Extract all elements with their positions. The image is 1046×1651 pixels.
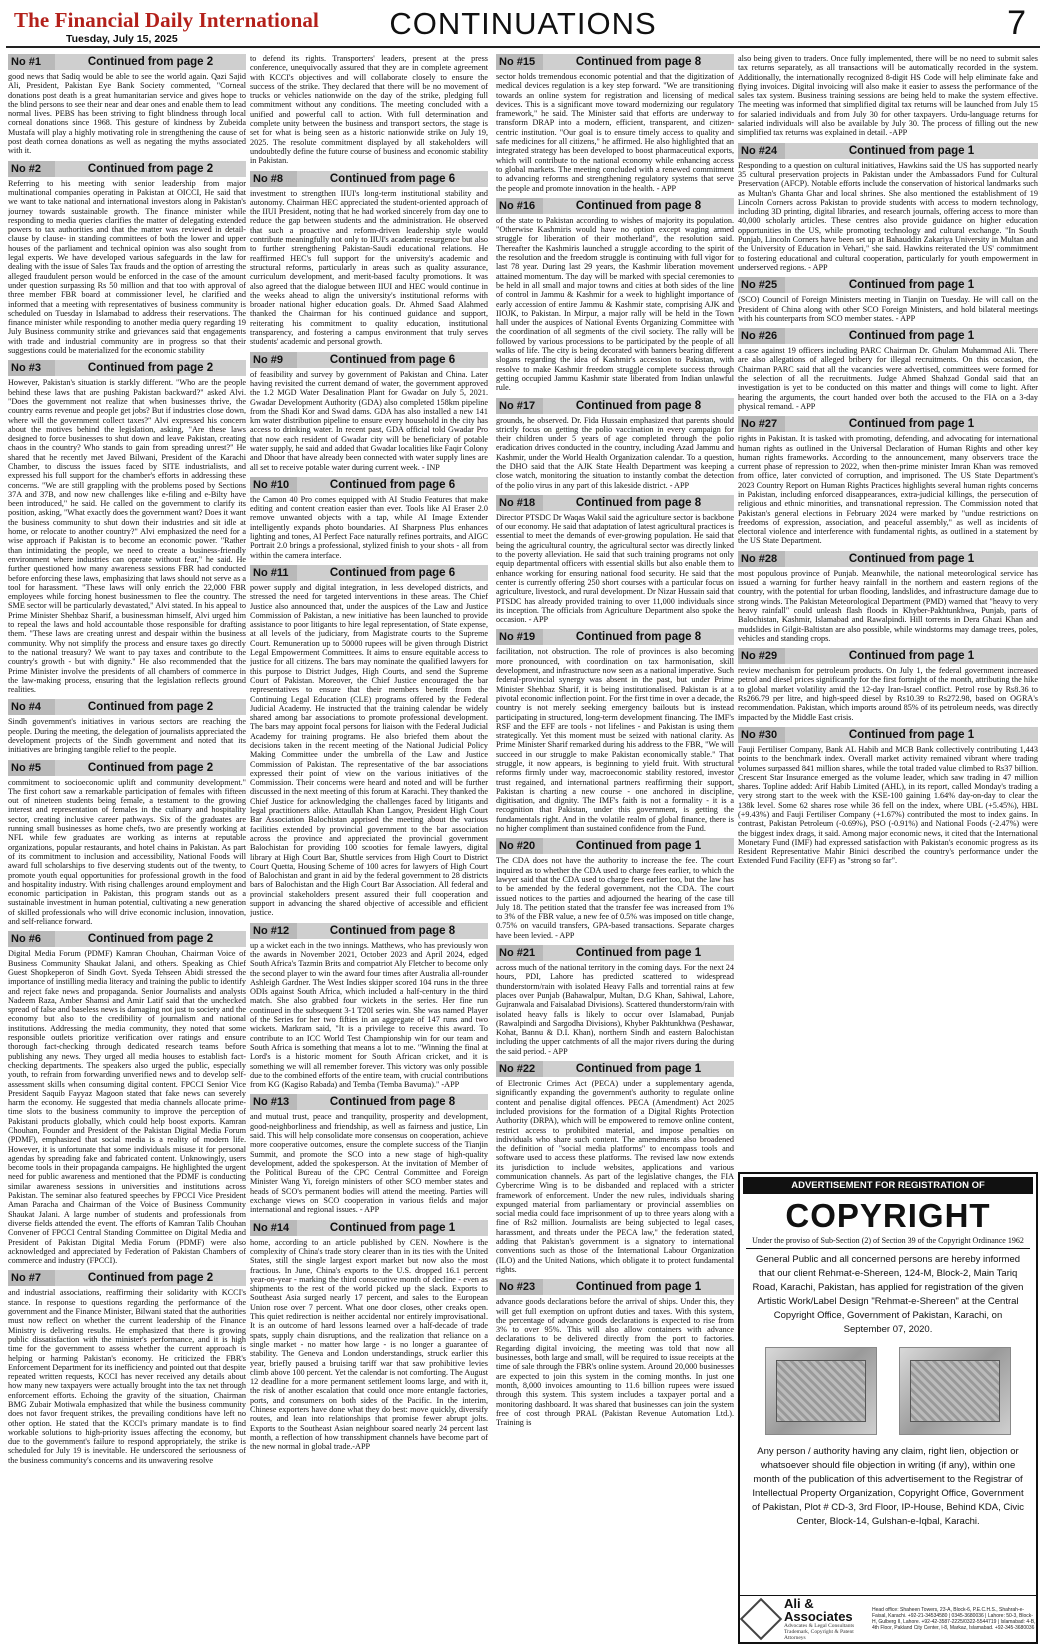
story-text: to defend its rights. Transporters' leaders, present at the press conference, unequivocally assured that they are in complete agreement with KCCI's objectives and will collaborate closely to ensure the success of the strike. They declared that there will be no movement of trucks or vehicles nationwide on the day of the strike, pledging full commitment without any conditions. The meeting concluded with a unified and powerful call to action. With full determination and complete unity between the business and transport sectors, the stage is set for what is being seen as a historic nationwide strike on July 19, 2025. The resolute commitment displayed by all stakeholders will undoubtedly define the future course of business and economic stability in Pakistan.	[250, 54, 488, 166]
story-number: No #17	[496, 398, 543, 414]
continued-label: Continued from page 1	[848, 552, 975, 565]
story-block	[8, 360, 246, 694]
story-block	[496, 1279, 734, 1427]
story-block	[738, 277, 1038, 323]
label-design-image-1	[765, 1347, 877, 1435]
story-text: and industrial associations, reaffirming their solidarity with KCCI's stance. In response to questions regarding the performance of the government and the Finance Minister, Bilwani stated that the authorities must now reflect on whether the current leadership of the Finance Ministry is delivering results. He emphasized that there is growing public dissatisfaction with the minister's performance, and it is high time for the government to assess whether the current approach is helping or harming Pakistan's economy. He criticized the FBR's Enforcement Department for its inefficiency and pointed out that despite repeated written requests, KCCI has never received any details about how many new taxpayers were actually brought into the tax net through enforcement efforts. Echoing the gravity of the situation, Chairman BMG Zubair Motiwala emphasized that while the business community does not favor frequent strikes, the prevailing conditions have left no other option. He stated that the KCCI's primary mandate is to find workable solutions to high-priority issues affecting the economy, but due to the government's failure to respond appropriately, the strike is scheduled for July 19 is inevitable. He underscored the seriousness of the business community's concerns and its unwavering resolve	[8, 1288, 246, 1465]
continuation-header	[8, 699, 246, 715]
continuation-header	[738, 328, 1038, 344]
firm-block	[784, 1597, 866, 1641]
story-text: home, according to an article published by CEN. Nowhere is the complexity of China's trade story clearer than in its ties with the United States, still the single largest export market but now also the most fractious. In June, China's exports to the U.S. dropped 16.1 percent year-on-year - marking the third consecutive month of decline - even as shipments to the rest of the world picked up the slack. Exports to Southeast Asia surged nearly 17 percent, and sales to the European Union rose over 7 percent. What one door closes, other creaks open. This quiet redirection is neither accidental nor entirely improvisational. It is an outcome of hard lessons learned over a half-decade of trade spats, supply chain disruptions, and the realization that reliance on a single market - no matter how large - is no longer a guarantee of stability. The Geneva and London understandings, struck earlier this year, briefly paused a bruising tariff war that saw prohibitive levies climb above 100 percent. Yet the calendar is not comforting. The August 12 deadline for a more permanent settlement looms large, and with it, the risk of another escalation that could once more entangle factories, ports, and consumers on both sides of the Pacific. In the interim, Chinese exporters have done what they do best: move quickly, diversify routes, and lean into relationships that promise fewer abrupt jolts. Exports to the Southeast Asian neighbour soared nearly 24 percent last month, a reflection of how transshipment channels have become part of the new normal in global trade.-APP	[250, 1237, 488, 1452]
story-block	[496, 495, 734, 625]
story-block	[496, 54, 734, 193]
story-text: Responding to a question on cultural initiatives, Hawkins said the US has supported nearly 35 cultural preservation projects in Pakistan under the Ambassadors Fund for Cultural Preservation (AFCP). Notable efforts include the conservation of historical landmarks such as Multan's Ghanta Ghar and local shrines. She also mentioned the establishment of 19 Lincoln Corners across Pakistan to provide students with access to modern technology, including 3D printing, digital libraries, and research journals, offering access to more than 40,000 scholarly articles. These centres also provide guidance on higher education opportunities in the US, while promoting technology and cultural exchange. "In South Punjab, Lincoln Corners have been set up at Bahauddin Zakariya University in Multan and the University of Education in Vehari," she said. Hawkins reiterated the US' commitment to fostering educational and cultural cooperation, particularly for youth empowerment in underserved regions. - APP	[738, 160, 1038, 272]
story-number: No #10	[250, 477, 297, 493]
continued-label: Continued from page 1	[575, 1281, 702, 1294]
continued-label: Continued from page 6	[329, 478, 456, 491]
story-block	[8, 931, 246, 1265]
continued-label: Continued from page 1	[575, 840, 702, 853]
story-text: However, Pakistan's situation is starkly different. "Who are the people behind these laws that are pushing Pakistan backward?" asked Alvi. "Does the government not realize that when businesses thrive, the country earns revenue and people get jobs? But if industries close down, where will the government collect taxes?" Alvi expressed his concern about the motives behind the legislation, asking, "Are these laws designed to force businesses to shut down and leave Pakistan, creating chaos in the country? Who stands to gain from spreading unrest?" He shared that he recently met Javed Bilwani, President of the Karachi Chamber, to discuss the issues faced by SITE industrialists, and expressed his full support for the chamber's efforts in addressing these concerns. "We are still grappling with the problems posed by Sections 37A and 37B, and now new challenges like e-filing and e-Bilty have been introduced," he said. He called on the government to clarify its position, asking, "What exactly does the government want? Does it want the business community to shut down their industries and sit idle at home, or relocate to another country?" Alvi emphasized the need for a wise approach if Pakistan is to become an economic power. "Rather than intimidating the people, we need to create a business-friendly environment where industries can operate without fear," he said. He further questioned how many awareness sessions FBR had conducted before enforcing these laws, emphasizing that laws should not serve as a tool for harassment. "These laws will only enrich the 22,000 FBR employees while forcing honest businessmen to flee the country. The SME sector will be particularly devastated," Alvi stated. In his appeal to Prime Minister Shehbaz Sharif, a businessman himself, Alvi urged him to repeal the laws and hold accountable those responsible for drafting them. "These laws are creating unrest and despair within the business community. Why not simplify the process and ensure taxes go directly to the national treasury? We want to pay taxes and contribute to the country's growth - but with dignity." He also recommended that the Prime Minister involve the presidents of all chambers of commerce in the law-making process, ensuring that the legislation reflects ground realities.	[8, 378, 246, 695]
story-number: No #26	[738, 328, 785, 344]
story-number: No #4	[8, 699, 55, 715]
story-block	[496, 398, 734, 490]
story-block	[496, 1061, 734, 1274]
story-number: No #5	[8, 760, 55, 776]
column-3	[496, 54, 734, 1646]
continued-label: Continued from page 1	[848, 650, 975, 663]
story-number: No #20	[496, 838, 543, 854]
paper-name: The Financial Daily International	[14, 8, 319, 32]
story-number: No #18	[496, 495, 543, 511]
story-block	[738, 727, 1038, 866]
story-text: The CDA does not have the authority to increase the fee. The court inquired as to whether the CDA used to charge fees earlier, to which the lawyer said that the CDA used to charge fees earlier too, but the law has to be amended by the federal government, not the CDA. The court issued notices to the parties and adjourned the hearing of the case till July 18. The petition stated that the transfer fee was increased from 1% to 3% of the FBR value, a new fee of 0.5% was imposed on title change, 0.75% on vacuild transfers, GPA-based transactions. Separate charges have been levied. - APP	[496, 856, 734, 940]
story-text: up a wicket each in the two innings. Matthews, who has previously won the awards in November 2021, October 2023 and April 2024, edged South Africa's Tazmin Brits and compatriot Aly Fletcher to become only the second player to win the award four times after Australia all-rounder Ashleigh Gardner. The West Indies skipper scored 104 runs in the three ODIs against South Africa, which included a half-century in the third match. She also grabbed four wickets in the series. Her fine run continued in the subsequent 3-1 T20I series win. She was named Player of the Series for her two fifties in an aggregate of 147 runs and two wickets. Markram said, "It is a privilege to receive this award. To contribute to an ICC World Test Championship win for our team and South Africa is something that means a lot to me. "Winning the final at Lord's is a historic moment for South African cricket, and it is something we will all remember forever. This victory was only possible due to the combined efforts of the entire team, with crucial contributions from KG (Kagiso Rabada) and Temba (Temba Bavuma)." -APP	[250, 940, 488, 1090]
story-number: No #9	[250, 352, 297, 368]
continued-label: Continued from page 1	[848, 279, 975, 292]
continuation-header	[496, 1279, 734, 1295]
story-text: review mechanism for petroleum products. On July 1, the federal government increased petrol and diesel prices significantly for the first fortnight of the month, attributing the hike to global market volatility amid the 12-day Iran-Israel conflict. Petrol rose by Rs8.36 to Rs266.79 per litre, and high-speed diesel by Rs10.39 to Rs272.98, based on OGRA's recommendation. Pakistan, which imports around 85% of its petroleum needs, was directly impacted by the Middle East crisis.	[738, 666, 1038, 722]
ad-artwork	[754, 1343, 1022, 1439]
story-block	[250, 565, 488, 918]
story-number: No #2	[8, 161, 55, 177]
story-number: No #19	[496, 629, 543, 645]
continued-label: Continued from page 8	[575, 399, 702, 412]
continuation-header	[496, 54, 734, 70]
story-text: rights in Pakistan. It is tasked with promoting, defending, and advocating for international human rights as outlined in the Universal Declaration of Human Rights and other key human rights frameworks. According to the announcement, many observers trace the current phase of repression to 2022, when then-prime minister Imran Khan was removed from office, later convicted of corruption, and imprisoned. The US State Department's 2023 Country Report on Human Rights Practices highlights several human rights concerns in Pakistan, including enforced disappearances, extra-judicial killings, the persecution of religious and ethnic minorities, and transnational repression. The Commission noted that Pakistan's general elections in February 2024 were marked by "undue restrictions on freedoms of expression, association, and peaceful assembly," as well as incidents of electoral violence and interference with fundamental rights, as outlined in a statement by the US State Department.	[738, 434, 1038, 546]
firm-name: Ali & Associates	[784, 1596, 853, 1624]
story-text: across much of the national territory in the coming days. For the next 24 hours, PDI, Lahore has predicted scattered to widespread thunderstorm/rain with isolated Heavy Falls and torrential rains at few places over Punjab (Bahawalpur, Multan, D.G Khan, Sahiwal, Lahore, Gujranwala and Faisalabad Divisions). Scattered thunderstorm/rain with isolated heavy falls is likely to occur over Islamabad, Punjab (Rawalpindi and Sargodha Divisions), Khyber Pakhtunkhwa (Peshawar, Kohat, Bannu & D.I. Khan), northern Sindh and eastern Balochistan including the upper catchments of all the major rivers during the during the said period. - APP	[496, 963, 734, 1056]
story-number: No #16	[496, 198, 543, 214]
story-number: No #24	[738, 143, 785, 159]
ad-objection-text: Any person / authority having any claim, right lien, objection or whatsoever should file objection in writing (if any), within one month of the publication of this advertisement to the Registrar of Intellectual Property Organization, Copyright Office, Government of Pakistan, Plot # CD-3, 3rd Floor, IP-House, Behind KDA, Civic Center, Block-14, Gulshan-e-Iqbal, Karachi.	[752, 1446, 1024, 1527]
continuation-header	[738, 551, 1038, 567]
story-number: No #21	[496, 945, 543, 961]
continuation-header	[738, 416, 1038, 432]
continuation-header	[8, 54, 246, 70]
story-block	[738, 551, 1038, 643]
story-block	[8, 699, 246, 754]
ad-band: ADVERTISEMENT FOR REGISTRATION OF	[743, 1177, 1033, 1194]
continued-label: Continued from page 2	[87, 761, 214, 774]
continuation-header	[496, 838, 734, 854]
story-text: grounds, he observed. Dr. Fida Hussain emphasized that parents should strictly focus on getting the polio vaccination in every campaign for their children under 5 years of age completed through the polio eradication drives conducted in the country, including Azad Jammu and Kashmir, under the World Health Organization calendar. To a question, the DHO said that the AJK State Health Department was keeping a close watch, monitoring the situation to instantly combat the detection of the polio virus in any part of this lakeside district. - APP	[496, 415, 734, 490]
continuation-header	[8, 360, 246, 376]
continuation-header	[738, 648, 1038, 664]
story-block	[738, 416, 1038, 546]
continuation-header	[8, 760, 246, 776]
continued-label: Continued from page 1	[575, 947, 702, 960]
issue-date: Tuesday, July 15, 2025	[66, 33, 178, 45]
story-number: No #3	[8, 360, 55, 376]
story-block	[250, 477, 488, 560]
continued-label: Continued from page 8	[575, 199, 702, 212]
continued-label: Continued from page 2	[87, 1272, 214, 1285]
firm-offices: Head office: Shaheen Towers, 23-A, Block-6, P.E.C.H.S., Shahrah-e-Faisal, Karachi. +92-21-34534580 | 0345-3680036 | Lahore: 50-3, Block-H, Gulberg II, Lahore. +92-42-3587-2225/0322-5544719 | Islamabad: 4-B, 4th Floor, Pakland City Center, I-8, Markaz, Islamabad. +92-345-3680036	[872, 1607, 1036, 1631]
story-block	[250, 1220, 488, 1452]
story-text: power supply and digital integration, in less developed districts, and stressed the need for targeted interventions in these areas. The Chief Justice also announced that, under the auspices of the Law and Justice Commission of Pakistan, a new initiative has been launched to provide assistance to poor litigants to hire legal representation, of State expense, at all levels of the judiciary, from Magistrate courts to the Supreme Court. Remuneration up to 50000 rupees will be given through District Legal Empowerment Committees. It aims to ensure equitable access to justice for all citizens. The bars may nominate the qualified lawyers for this purpose to District Judges, High Courts, and send the Supreme Court of Pakistan. Moreover, the Chief Justice encouraged the bar representatives to ensure that their members benefit from the Continuing Legal Education (CLE) programs offered by the Federal Judicial Academy. He instructed that the training calendar be widely shared among bar associations to promote professional development. The bars may appoint focal persons for liaison with the Federal Judicial Academy for training programs. He also briefed them about the decisions taken in the recent meeting of the National Judicial Policy Making Committee under the umbrella of the Law and Justice Commission of Pakistan. The representative of the bar associations expressed their point of view on the various initiatives of the Commission. Their concerns were heard and noted and will be further discussed in the next meeting of this forum at Karachi. They thanked the Chief Justice for acknowledging the challenges faced by litigants and legal practitioners alike. Attaullah Khan Langov, President High Court Bar Association Balochistan apprised the meeting about the various facilities extended by provincial government to the bar association across the province and appreciated the provincial government Balochistan for providing 100 scooties for female lawyers, digital library at High Court Bar, Shuttle services from High Court to District Court Quetta, Housing Scheme of 100 acres for lawyers of High Court of Balochistan and grant in aid by the federal government to 28 districts bars of Balochistan and the High Court Bar Association. All federal and provincial stakeholders present assured their full cooperation and support in advancing the shared objective of accessible and efficient justice.	[250, 582, 488, 918]
story-block	[8, 760, 246, 927]
continuation-header	[738, 277, 1038, 293]
label-design-image-2	[899, 1347, 1011, 1435]
continued-label: Continued from page 8	[575, 631, 702, 644]
copyright-advertisement	[738, 1172, 1038, 1644]
story-text: (SCO) Council of Foreign Ministers meeting in Tianjin on Tuesday. He will call on the President of China along with other SCO Foreign Ministers, and hold bilateral meetings with his counterparts from SCO member states. - APP	[738, 295, 1038, 323]
ad-subtitle: Under the proviso of Sub-Section (2) of Section 39 of the Copyright Ordinance 1962	[746, 1236, 1030, 1249]
story-number: No #14	[250, 1220, 297, 1236]
firm-tagline: Advocates & Legal Consultants Trademark, Copyright & Patent Attorneys	[784, 1623, 855, 1641]
story-text: the Camon 40 Pro comes equipped with AI Studio Features that make editing and content creation easier than ever. Tools like AI Eraser 2.0 remove unwanted objects with a tap, while AI Image Extender intelligently expands photo boundaries. AI Sharpness Plus enhances lighting and tones, AI Perfect Face naturally refines portraits, and AIGC Portrait 2.0 brings a professional, stylized finish to your shots - all from within the camera interface.	[250, 494, 488, 560]
story-block	[496, 945, 734, 1056]
continuation-header	[496, 398, 734, 414]
story-text: commitment to socioeconomic uplift and community development." The first cohort saw a remarkable participation of females with fifteen out of nineteen students being female, a testament to the growing interest and representation of females in the culinary and hospitality sector, creating inclusive career pathways. Six of the graduates are running small businesses as home chefs, two are presently working at NFL while few graduates are working as interns at reputable organizations, popular restaurants, and hotel chains in Pakistan. As part of its commitment to inclusion and accessibility, National Foods will award full scholarships to five deserving students out of the twenty, to promote youth equal opportunities for professional growth in the food and hospitality industry. With rising challenges around employment and economic participation in Pakistan, this program stands out as a sustainable investment in human potential, cultivating a new generation of skilled professionals who will drive economic inclusion, innovation, and self-reliance forward.	[8, 777, 246, 927]
story-text: of feasibility and survey by government of Pakistan and China. Later having revisited the current demand of water, the government approved the 1.2 MGD Water Desalination Plant for Gwadar on July 5, 2021. Gwadar Development Authority (GDA) also completed 158km pipeline from the Shadi Kor and Swad dams. GDA has also installed a new 141 km water distribution pipeline to ensure every household in the city has access to drinking water. In recent past, GDA official told Gwadar Pro that now each resident of Gwadar city will be beneficiary of potable water supply, he said and added that Gwadar localities like Faqir Colony and Dhoor that have already been connected with water supply lines are all set to receive potable water during current week. - INP	[250, 369, 488, 472]
continuation-header	[496, 198, 734, 214]
story-number: No #13	[250, 1094, 297, 1110]
continued-label: Continued from page 6	[329, 566, 456, 579]
story-number: No #6	[8, 931, 55, 947]
story-number: No #1	[8, 54, 55, 70]
story-number: No #23	[496, 1279, 543, 1295]
story-number: No #15	[496, 54, 543, 70]
continuation-header	[8, 161, 246, 177]
story-text: a case against 19 officers including PARC Chairman Dr. Ghulam Muhammad Ali. There are also allegations of alleged bribery for illegal recruitments. On this occasion, the Chairman PARC said that all the vacancies were advertised, committees were formed for the selection of all the recruitments. Judge Ahmed Shahzad Gondal said that an investigation is yet to be conducted on this matter and things will come to light. After hearing the arguments, the court handed over both the accused to the FIA on a 3-day physical remand. - APP	[738, 346, 1038, 411]
continued-label: Continued from page 1	[575, 1063, 702, 1076]
story-block	[250, 923, 488, 1090]
story-text: Director PTSDC Dr Waqas Wakil said the agriculture sector is backbone of our economy. He said that adaptation of latest agricultural practices is essential to meet the demands of ever-growing population. He said that being the agricultural country, the agricultural sector was directly linked to the poverty alleviation. He said that such training programs not only equip departmental officers with essential skills but also enable them to enhance working for ensuring national food security. He said that the center is currently offering 250 short courses with a particular focus on agriculture, livestock, and rural development. Dr Nizar Hussain said that PTSDC has already provided training to over 11,000 individuals since its inception. The officials from Agriculture Department also spoke the occasion. - APP	[496, 512, 734, 625]
column-2	[250, 54, 488, 1646]
story-block	[496, 838, 734, 940]
continued-label: Continued from page 1	[848, 144, 975, 157]
continued-label: Continued from page 6	[329, 353, 456, 366]
continued-label: Continued from page 2	[87, 56, 214, 68]
story-text: also being given to traders. Once fully implemented, there will be no need to submit sales tax returns separately, as all transactions will be automatically recorded in the system. Additionally, the internationally recognized 8-digit HS Code will help eliminate fake and flying invoices. Digital invoicing will also make it easier to assess the performance of the sales tax system. Business training sessions are being held to make the system effective. The meeting was informed that simplified digital tax returns will be launched from July 15 for salaried individuals and from July 30 for other taxpayers. Urdu-language returns for salaried individuals will also be available by July 30. The process of filling out the new simplified tax returns was explained in detail. -APP	[738, 54, 1038, 138]
continued-label: Continued from page 1	[848, 330, 975, 343]
continuation-header	[250, 565, 488, 581]
story-block	[8, 161, 246, 356]
story-number: No #25	[738, 277, 785, 293]
firm-logo-icon	[740, 1598, 782, 1640]
story-text: and mutual trust, peace and tranquility, prosperity and development, good-neighborliness and friendship, as well as fairness and justice, Lin said. This will help consolidate more consensus on cooperation, achieve more cooperative outcomes, ensure the complete success of the Tianjin Summit, and promote the SCO into a new stage of high-quality development, added the spokesperson. At the invitation of Member of the Political Bureau of the CPC Central Committee and Foreign Minister Wang Yi, foreign ministers of other SCO member states and heads of SCO's permanent bodies will attend the meeting. Parties will exchange views on SCO cooperation in various fields and major international and regional issues. - APP	[250, 1112, 488, 1215]
ad-notice-text: General Public and all concerned persons are hereby informed that our client Rehmat-e-Shereen, 124-M, Block-2, Main Tariq Road, Karachi, Pakistan, has applied for registration of the given Artistic Work/Label Design "Rehmat-e-Shereen" at the Central Copyright Office, Government of Pakistan, Karachi, on September 07, 2020.	[752, 1254, 1024, 1335]
story-number: No #12	[250, 923, 297, 939]
story-text: sector holds tremendous economic potential and that the digitization of medical devices regulation is a key step forward. "We are transitioning towards an online system for registration and licensing of medical devices. This is a significant move toward modernizing our regulatory framework," he said. The Minister said that efforts are underway to transform DRAP into a modern, efficient, transparent, and citizen-centric institution. "Our goal is to ensure timely access to quality and safe medicines for all citizens," he affirmed. He also highlighted that an integrated strategy has been developed to boost pharmaceutical exports, which will contribute to the national economy while enhancing access to global markets. The meeting concluded with a renewed commitment to advancing reforms and strengthening regulatory systems that serve the people and promote innovation in the health. - APP	[496, 72, 734, 193]
continued-label: Continued from page 2	[87, 933, 214, 946]
story-block	[8, 54, 246, 156]
continuation-header	[496, 495, 734, 511]
column-1	[8, 54, 246, 1646]
story-text: Fauji Fertiliser Company, Bank AL Habib and MCB Bank collectively contributing 1,443 points to the benchmark index. Overall market activity remained vibrant where trading volumes surpassed 841 million shares, while the total traded value climbed to Rs37 billion. Crescent Star Insurance emerged as the volume leader, which saw trading in 47 million shares. Topline added: Arif Habib Limited (AHL), in its report, called Monday's trading a very strong start to the week with the KSE-100 gaining 1.64% day-on-day to clear the 138k level. Some 62 shares rose while 36 fell on the index, where UBL (+5.45%), HBL (+9.43%) and Fauji Fertiliser Company (+1.67%) contributed the most to index gains. In contrast, Pakistan Petroleum (-0.69%), PSO (-0.91%) and National Foods (-2.47%) were the biggest index drags, it said. Among major economic news, it cited that the International Monetary Fund (IMF) had expressed satisfaction with Pakistan's economic progress as its Resident Representative Mahir Binici described the country's performance under the Extended Fund Facility (EFF) as "strong so far".	[738, 744, 1038, 866]
story-number: No #22	[496, 1061, 543, 1077]
story-block	[250, 1094, 488, 1214]
ad-headline: COPYRIGHT	[785, 1197, 991, 1234]
story-number: No #27	[738, 416, 785, 432]
ad-footer	[740, 1595, 1036, 1642]
story-block	[738, 143, 1038, 273]
continuation-header	[496, 945, 734, 961]
continuation-header	[250, 171, 488, 187]
story-text: of the state to Pakistan according to wishes of majority its population. "Otherwise Kashmiris would have no option except waging armed struggle for liberation of their motherland", the resolution said. Thereafter the Kashmiris launched a struggle according to the spirit of the resolution and the freedom struggle is continuing with full vigor for last 78 year. During last 29 years, the Kashmir liberation movement attained momentum. The day will be marked with special ceremonies to be held in all small and major towns and cities at both sides of the line of control in Jammu & Kashmir for a week to highlight importance of early accession of entire Jammu & Kashmir state, comprising AJK and IIOJK, to Pakistan. In Mirpur, a major rally will be held in the Town hall under the auspices of National Events Organizing Committee with the coordination of all segments of the civil society. The rally will be followed by various processions to be participated by the people of all walks of life. The city is being decorated with banners bearing different slogans regarding the idea of Kashmir's accession to Pakistan, with resolve to make Kashmir freedom struggle complete success through getting occupied Jammu Kashmir state liberated from Indian unlawful rule.	[496, 215, 734, 393]
story-text: facilitation, not obstruction. The role of provinces is also becoming more pronounced, with coordination on tax harmonisation, skill development, and infrastructure now seen as a national imperative. Such federal-provincial synergy was absent in the past, but under Prime Minister Shehbaz Sharif, it is being institutionalised. Pakistan is at a pivotal economic inflection point. For the first time in over a decade, the country is not merely seeking emergency bailouts but is instead participating in structured, long-term development financing. The IMF's RSF and the EFF are tools - not lifelines - and Pakistan is using them strategically. Yet this moment must be seized with national clarity. As Prime Minister Sharif remarked during his address to the FBR, "We will succeed in our struggle to make Pakistan economically stable." That struggle, it now appears, is beginning to yield fruit. With structural reforms firmly under way, macroeconomic stability restored, investor trust regained, and international partners reaffirming their support, Pakistan is charting a new course - one anchored in discipline, digitisation, and dignity. The IMF's faith is not a formality - it is a recognition that Pakistan, under this government, is getting the fundamentals right. And in the volatile realm of global finance, there is no higher compliment than sustained confidence from the Fund.	[496, 647, 734, 834]
story-number: No #11	[250, 565, 297, 581]
continuation-header	[250, 1220, 488, 1236]
story-block	[250, 171, 488, 347]
story-block	[8, 1270, 246, 1465]
story-number: No #28	[738, 551, 785, 567]
story-number: No #30	[738, 727, 785, 743]
continued-label: Continued from page 1	[848, 418, 975, 431]
story-text: good news that Sadiq would be able to see the world again. Qazi Sajid Ali, President, Pakistan Eye Bank Society commented, "Corneal donations post death is a great humanitarian service and gives hope to the blind persons to see their near and dear ones and enable them to lead normal lives. PEBS has been striving to fight blindness through local corneal donations since 1968. This gesture of kindness by Zubeida Mustafa will play a highly motivating role in strengthening the cause of post death cornea donations as well as negating the myths associated with it.	[8, 72, 246, 156]
page-number: 7	[1007, 4, 1026, 42]
continuation-header	[8, 1270, 246, 1286]
continuation-header	[250, 477, 488, 493]
continuation-header	[496, 629, 734, 645]
story-block	[496, 629, 734, 833]
column-4	[738, 54, 1038, 1168]
story-block	[738, 648, 1038, 722]
continued-label: Continued from page 1	[329, 1221, 456, 1234]
story-block	[250, 54, 488, 166]
story-number: No #29	[738, 648, 785, 664]
story-text: investment to strengthen IIUI's long-term institutional stability and autonomy. Chairman HEC appreciated the student-oriented approach of the IIUI President, noting that he had worked sincerely from day one to reduce the gap between students and the administration. He observed that such a proactive and reform-driven leadership style would contribute meaningfully not only to IIUI's academic resurgence but also to further strengthening Pakistan-Saudi educational relations. He reaffirmed HEC's full support for the university's academic and structural reforms, particularly in areas such as quality assurance, curriculum development, and merit-based faculty promotions. It was also agreed that the dialogue between IIUI and HEC would continue in the weeks ahead to align the university's institutional reforms with broader national higher education goals. Dr. Ahmed Saad Alahmed thanked the Chairman for his continued guidance and support, reiterating his commitment to quality education, institutional transparency, and fostering a campus environment that truly serves students' academic and personal growth.	[250, 188, 488, 347]
story-text: Referring to his meeting with senior leadership from major multinational companies operating in Pakistan at OICCI, He said that we want to take national and international investors along in Pakistan's journey towards sustainable growth. The finance minister while responding to media queries clarifies the matter of delegating extended powers to tax authorities and that the matter was reviewed in detail- clause by clause- in standing committees of both the lower and upper houses of the parliament and technical opinion was also sought from legal experts. We have developed various safeguards in the law for dealing with the issue of Sales Tax frauds and the option of arresting the alleged fraudulent person would be enforced in the case of the amount under question surpassing Rs 50 million and that too with approval of three member FBR board at commissioner level, he clarified and informed that a meeting with representatives of business community is scheduled on Tuesday in Islamabad to address their reservations. The finance minister while responding to another media query regarding 19 July Business community strike and grievances said that engagements with trade and industrial community are in progress so that their suggestions could be materialized for the economic stability	[8, 178, 246, 356]
story-text: most populous province of Punjab. Meanwhile, the national meteorological service has issued a warning for further heavy rainfall in the northern and eastern regions of the country, with the potential for urban flooding, landslides, and infrastructure damage due to strong winds. The Pakistan Meteorological Department (PMD) warned that "heavy to very heavy rainfall" could unleash flash floods in Khyber-Pakhtunkhwa, Punjab, parts of Balochistan, Kashmir, Islamabad and Rawalpindi. Hill torrents in Dera Ghazi Khan and mudslides in Gilgit-Baltistan are also possible, while windstorms may damage trees, poles, vehicles and standing crops.	[738, 568, 1038, 643]
story-text: of Electronic Crimes Act (PECA) under a supplementary agenda, significantly expanding the government's authority to regulate online content and penalise digital offences. PECA (Amendment) Act 2025 included provisions for the formation of a Digital Rights Protection Authority (DRPA), which will be empowered to remove online content, restrict access to prohibited material, and impose penalties on individuals who share such content. The amendments also broadened the definition of "social media platforms" to encompass tools and software used to access these platforms. The revised law now extends its jurisdiction to include websites, applications and various communication channels. As part of the legislative changes, the FIA Cybercrime Wing is to be disbanded and replaced with a stricter framework of enforcement. Under the new rules, individuals sharing expunged material from parliamentary or provincial assemblies on social media could face imprisonment of up to three years along with a fine of Rs2 million. Journalists are being subjected to legal cases, harassment, and threats under the PECA law," the federation stated, adding that Pakistan's government is a signatory to international conventions such as those of the International Labour Organization (ILO) and the United Nations, which obligate it to protect fundamental rights.	[496, 1079, 734, 1274]
continuation-header	[738, 727, 1038, 743]
continuation-header	[250, 1094, 488, 1110]
continuation-header	[250, 352, 488, 368]
continuation-header	[8, 931, 246, 947]
story-text: Sindh government's initiatives in various sectors are reaching the people. During the meeting, the delegation of journalists appreciated the development projects of the Sindh government and noted that its initiatives are bringing tangible relief to the people.	[8, 717, 246, 755]
story-block	[496, 198, 734, 393]
continuation-header	[496, 1061, 734, 1077]
continued-label: Continued from page 2	[87, 362, 214, 375]
section-title: CONTINUATIONS	[389, 6, 657, 41]
continued-label: Continued from page 6	[329, 172, 456, 185]
continued-label: Continued from page 8	[575, 496, 702, 509]
continued-label: Continued from page 8	[329, 924, 456, 937]
continuation-header	[738, 143, 1038, 159]
story-number: No #7	[8, 1270, 55, 1286]
story-text: advance goods declarations before the arrival of ships. Under this, they will get full exemption on upfront duties and taxes. With this system, the percentage of advance goods declarations is expected to rise from 3% to over 95%. This will also allow containers with advance declarations to be delivered directly from the port to factories. Regarding digital invoicing, the meeting was told that now all businesses, both large and small, will be required to issue receipts at the time of sale through the FBR's online system. Around 20,000 businesses are expected to join this system in the coming months. In just one month, 8,000 invoices amounting to 11.6 billion rupees were issued through this system. This system includes a taxpayer portal and a monitoring dashboard. It was shared that businesses can join the system free of cost through PRAL (Pakistan Revenue Automation Ltd.). Training is	[496, 1297, 734, 1428]
continued-label: Continued from page 8	[575, 56, 702, 68]
story-number: No #8	[250, 171, 297, 187]
masthead	[6, 4, 1040, 48]
continued-label: Continued from page 2	[87, 701, 214, 714]
continued-label: Continued from page 1	[848, 728, 975, 741]
story-block	[250, 352, 488, 472]
continued-label: Continued from page 8	[329, 1096, 456, 1109]
story-block	[738, 54, 1038, 138]
story-text: Digital Media Forum (PDMF) Kamran Chouhan, Chairman Voice of Business Community Shaukat Jalani, and others. Speaking as Chief Guest Shopkeperon of Sindh Govt. Syeda Tehseen Abidi stressed the importance of instilling media literacy and training the public to identify and reject fake news and propaganda. Senior Journalists and analysts Nadeem Raza, Amber Shamsi and Amir Latif said that the unchecked spread of false and baseless news is damaging not just to society and the economy but also to the credibility of journalism and national institutions. Addressing the media community, they noted that some responsible outlets prioritize verification over ratings and ensure thorough fact-checking through dedicated research teams before publishing any news. They urged all media houses to establish fact-checking departments. The speakers also urged the public, especially youth, to refrain from forwarding unverified news and to develop self-assessment skills when consuming digital content. FPCCI Senior Vice President Saquib Fayyaz Magoon stated that fake news can severely harm the economy. He suggested that media channels allocate prime-time slots to the business community to improve the perception of Pakistani products globally, which could help boost exports. Kamran Chouhan, Founder and President of the Pakistan Digital Media Forum (PDMF), emphasized that social media is a reality of modern life. However, it is unfortunate that some individuals misuse it for personal agendas by spreading fake and fabricated content. Unknowingly, users become tools in their propaganda campaigns. He highlighted the urgent need for public awareness and mentioned that the PDMF is conducting similar awareness sessions in universities and institutions across Pakistan. The seminar also featured speeches by FPCCI Vice President Aman Paracha and Chairman of the Voice of Business Community Shaukat Jalani. A large number of students and professionals from diverse fields attended the event. The efforts of Kamran Talib Chouhan Convener of FPCCI Central Standing Committee on Digital Media and President of Pakistan Digital Media Forum (PDMF) were also acknowledged and appreciated by Federation of Pakistan Chambers of commerce and industry (FPCCI).	[8, 949, 246, 1266]
continued-label: Continued from page 2	[87, 162, 214, 175]
continuation-header	[250, 923, 488, 939]
story-block	[738, 328, 1038, 411]
